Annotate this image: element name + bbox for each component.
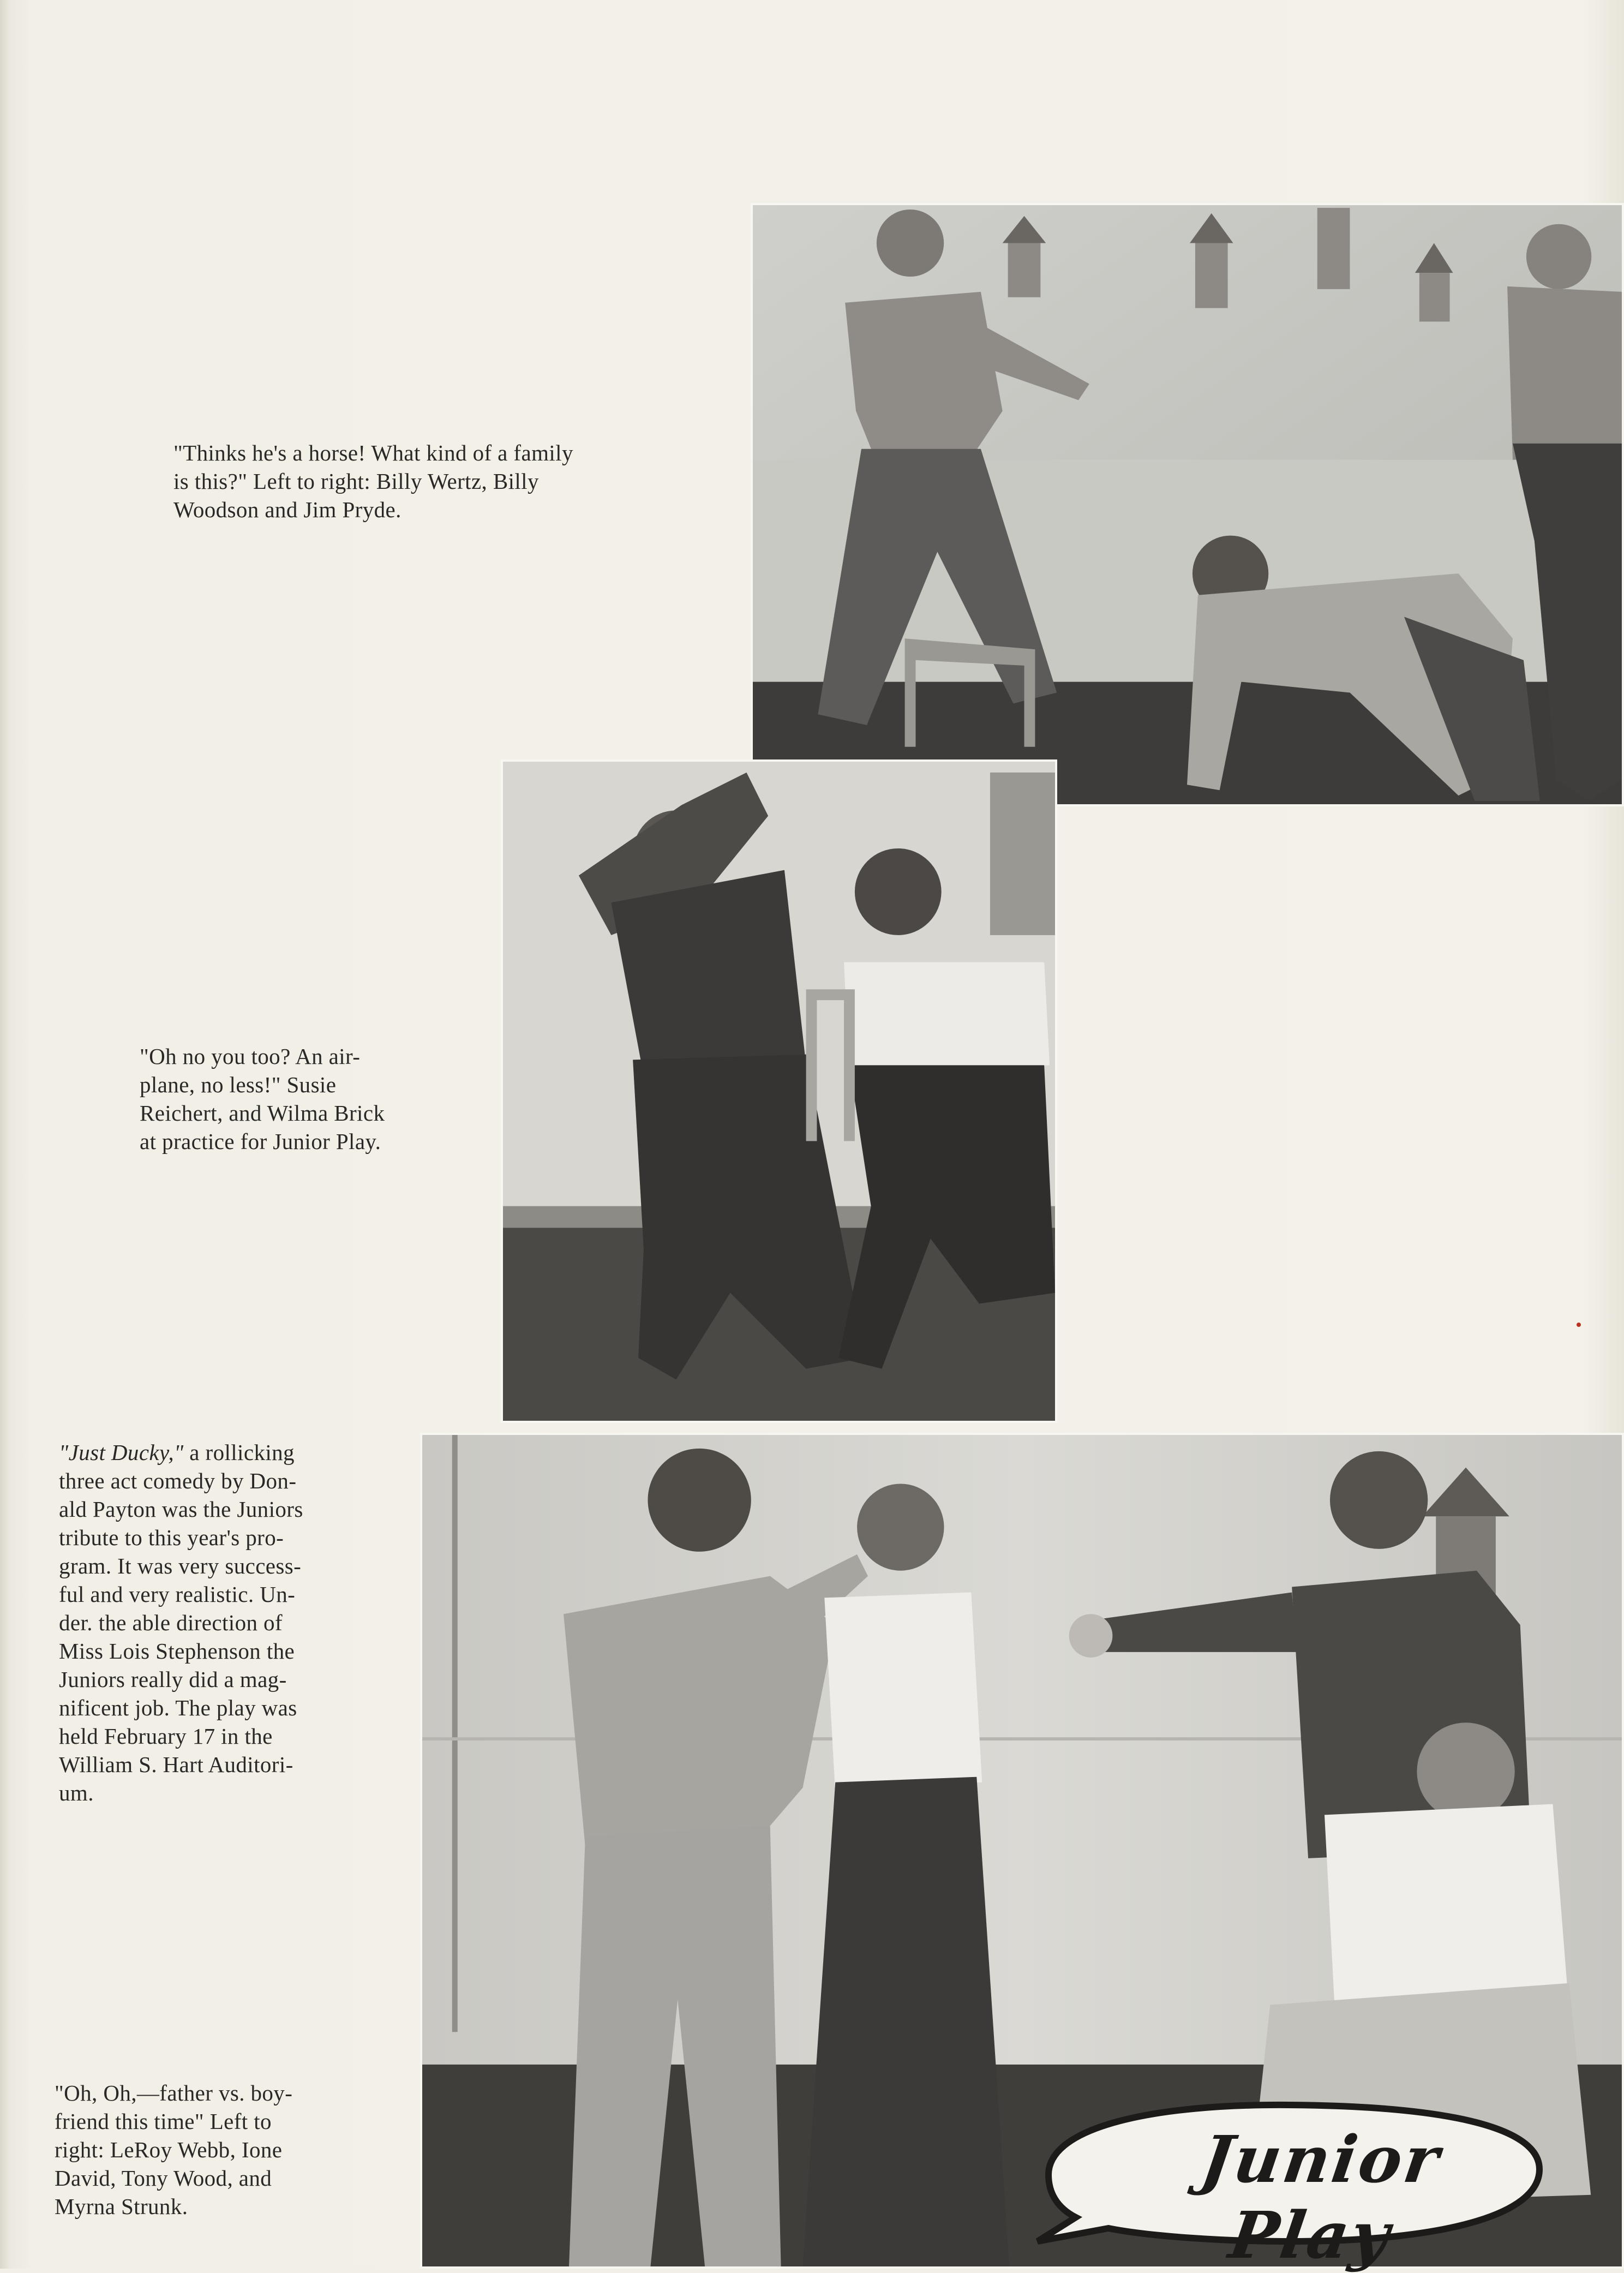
print-speck [1577, 1323, 1581, 1327]
photo-airplane-scene-image [503, 762, 1055, 1421]
caption-line: "Oh, Oh,—father vs. boy- [55, 2080, 293, 2105]
junior-play-badge [1016, 2093, 1556, 2273]
caption-horse-scene [173, 439, 681, 524]
caption-line: at practice for Junior Play. [140, 1129, 381, 1154]
photo-horse-scene [751, 203, 1624, 806]
play-summary-paragraph [59, 1438, 349, 1807]
summary-line: held February 17 in the [59, 1724, 273, 1749]
play-title: "Just Ducky," [59, 1440, 184, 1465]
photo-horse-scene-image [753, 205, 1622, 804]
summary-line: Miss Lois Stephenson the [59, 1638, 295, 1664]
caption-father-scene [55, 2079, 345, 2221]
caption-airplane-scene [140, 1042, 434, 1156]
summary-first-line [59, 1438, 349, 1467]
summary-line: gram. It was very success- [59, 1553, 302, 1578]
summary-line: um. [59, 1780, 94, 1805]
summary-line: William S. Hart Auditori- [59, 1752, 293, 1777]
caption-line: "Oh no you too? An air- [140, 1044, 361, 1069]
caption-line: plane, no less!" Susie [140, 1072, 337, 1097]
summary-line: a rollicking [183, 1440, 295, 1465]
caption-line: right: LeRoy Webb, Ione [55, 2137, 283, 2162]
summary-line: tribute to this year's pro- [59, 1525, 284, 1550]
summary-line: ald Payton was the Juniors [59, 1497, 303, 1522]
photo-airplane-scene [501, 759, 1057, 1423]
summary-line: Juniors really did a mag- [59, 1667, 287, 1692]
caption-line: Reichert, and Wilma Brick [140, 1100, 385, 1126]
caption-line: is this?" Left to right: Billy Wertz, Billy [173, 469, 539, 494]
summary-line: der. the able direction of [59, 1610, 283, 1635]
summary-line: nificent job. The play was [59, 1695, 297, 1720]
summary-line: three act comedy by Don- [59, 1468, 297, 1493]
caption-line: Myrna Strunk. [55, 2194, 188, 2219]
caption-line: friend this time" Left to [55, 2109, 272, 2134]
summary-line: ful and very realistic. Un- [59, 1582, 296, 1607]
caption-line: "Thinks he's a horse! What kind of a family [173, 440, 573, 465]
caption-line: David, Tony Wood, and [55, 2166, 272, 2191]
caption-line: Woodson and Jim Pryde. [173, 497, 401, 522]
badge-title: Junior Play [1196, 2121, 1446, 2273]
